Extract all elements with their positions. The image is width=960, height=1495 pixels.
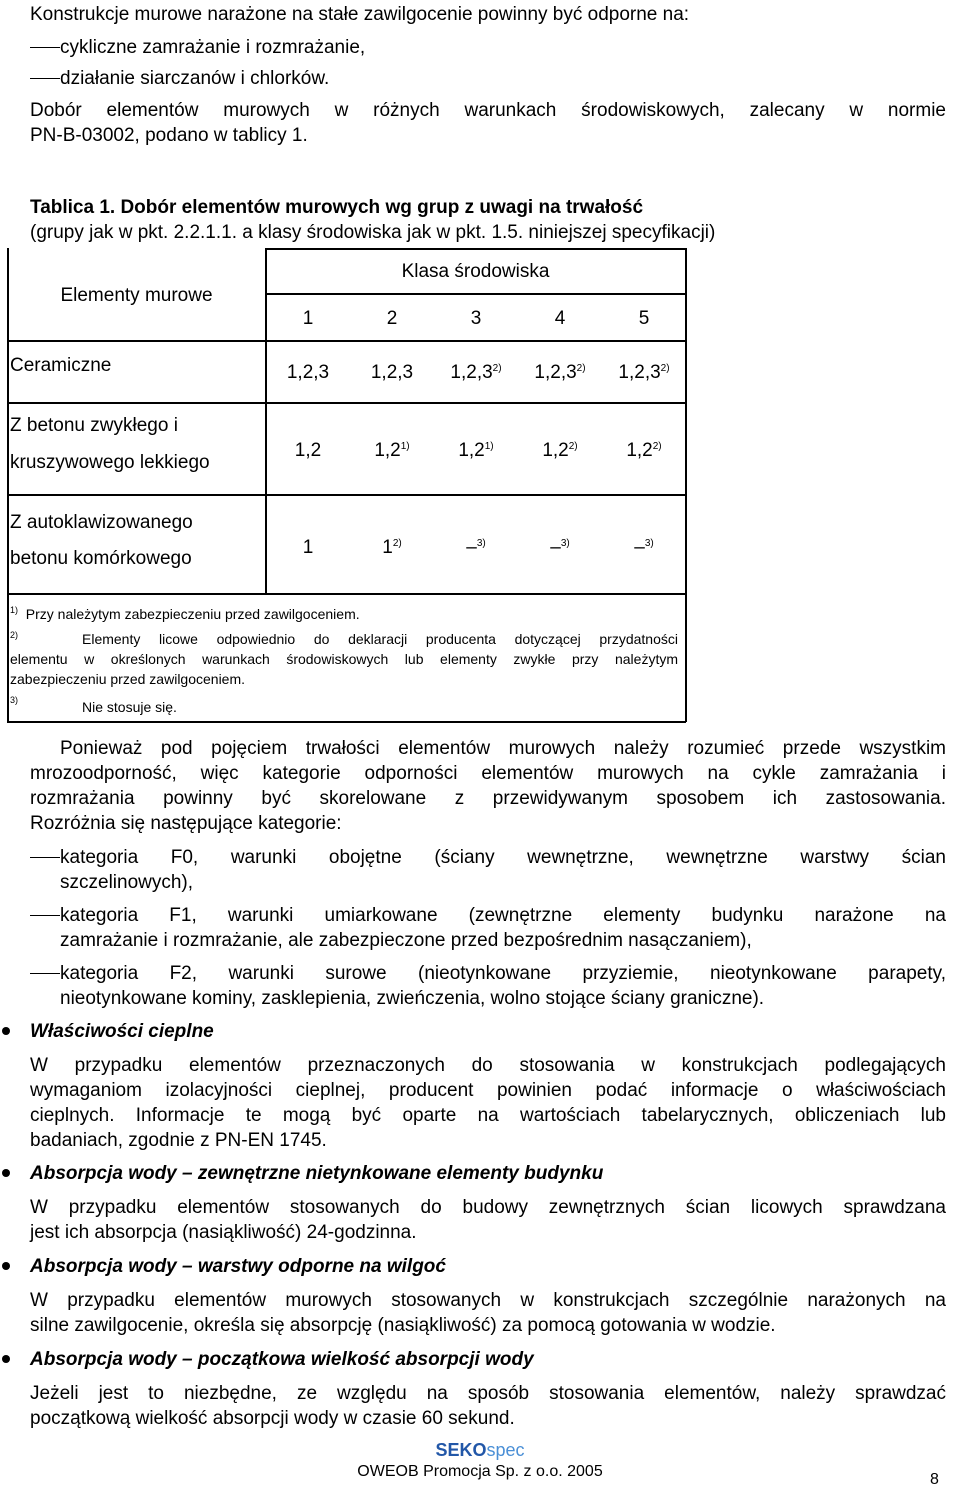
class-number: 5 — [638, 308, 650, 329]
body-text-line: W przypadku elementów stosowanych do budowy zewnętrznych ścian licowych sprawdzana — [30, 1197, 946, 1218]
bullet-icon — [2, 1262, 10, 1270]
bullet-icon — [2, 1169, 10, 1177]
table-cell: 1,2$^{1)}$ — [374, 440, 410, 461]
table-cell: 1,2,3$^{2)}$ — [534, 362, 586, 383]
category-item: kategoria F0, warunki obojętne (ściany wewnętrzne, wewnętrzne warstwy ścian — [60, 847, 946, 868]
body-text-line: rozmrażania powinny być skorelowane z przewidywanym sposobem ich zastosowania. — [30, 788, 946, 809]
body-text-line: jest ich absorpcja (nasiąkliwość) 24-godzinna. — [30, 1222, 417, 1243]
footnote-2-line: zabezpieczeniu przed zawilgoceniem. — [10, 671, 246, 687]
body-text-line: początkową wielkość absorpcji wody w czasie 60 sekund. — [30, 1408, 515, 1429]
table-cell: 1,2$^{1)}$ — [458, 440, 494, 461]
body-text-line: W przypadku elementów murowych stosowanych w konstrukcjach szczególnie narażonych na — [30, 1290, 946, 1311]
table-cell: 1 — [302, 537, 314, 558]
body-text-line: W przypadku elementów przeznaczonych do stosowania w konstrukcjach podlegających — [30, 1055, 946, 1076]
intro-text: Konstrukcje murowe narażone na stałe zawilgocenie powinny być odporne na: — [30, 4, 690, 25]
footnote-2-line: Elementy licowe odpowiednio do deklaracji producenta dotyczącej przydatności — [82, 631, 678, 647]
footnote-2-line: elementu w określonych warunkach środowiskowych lub elementy zwykłe przy należytym — [10, 651, 678, 667]
category-item: zamrażanie i rozmrażanie, ale zabezpieczone przed bezpośrednim nasączaniem), — [60, 930, 752, 951]
footnote-2-mark: 2) — [10, 630, 19, 640]
class-number: 4 — [554, 308, 566, 329]
body-text-line: Jeżeli jest to niezbędne, ze względu na sposób stosowania elementów, należy sprawdzać — [30, 1383, 946, 1404]
table-cell: –$^{3)}$ — [550, 537, 570, 558]
section-heading: Absorpcja wody – warstwy odporne na wilgoć — [30, 1256, 446, 1277]
table-caption-subtitle: (grupy jak w pkt. 2.2.1.1. a klasy środowiska jak w pkt. 1.5. niniejszej specyfikacji) — [30, 222, 716, 243]
body-text-line: badaniach, zgodnie z PN-EN 1745. — [30, 1130, 327, 1151]
table-cell: –$^{3)}$ — [634, 537, 654, 558]
table-cell: 1,2$^{2)}$ — [542, 440, 578, 461]
dash-bullet — [30, 857, 60, 858]
footer-company: OWEOB Promocja Sp. z o.o. 2005 — [357, 1463, 603, 1480]
intro-paragraph-line: PN-B-03002, podano w tablicy 1. — [30, 125, 308, 146]
table-caption-title: Tablica 1. Dobór elementów murowych wg grup z uwagi na trwałość — [30, 197, 644, 218]
class-number: 3 — [470, 308, 482, 329]
body-text-line: Ponieważ pod pojęciem trwałości elementów murowych należy rozumieć przede wszystkim — [60, 738, 946, 759]
bullet-icon — [2, 1027, 10, 1035]
table-cell: 1,2,3 — [370, 362, 414, 383]
intro-list-item: działanie siarczanów i chlorków. — [60, 68, 330, 89]
dash-bullet — [30, 973, 60, 974]
category-item: kategoria F2, warunki surowe (nieotynkowane przyziemie, nieotynkowane parapety, — [60, 963, 946, 984]
dash-bullet — [30, 78, 60, 79]
class-number: 2 — [386, 308, 398, 329]
row-label: Ceramiczne — [10, 355, 112, 376]
body-text-line: Rozróżnia się następujące kategorie: — [30, 813, 342, 834]
class-number: 1 — [302, 308, 314, 329]
footer-logo: SEKOspec — [435, 1440, 525, 1460]
bullet-icon — [2, 1355, 10, 1363]
row-label: Z autoklawizowanego — [10, 512, 193, 533]
page-number: 8 — [930, 1471, 939, 1488]
intro-list-item: cykliczne zamrażanie i rozmrażanie, — [60, 37, 366, 58]
table-cell: 1,2$^{2)}$ — [626, 440, 662, 461]
row-label: kruszywowego lekkiego — [10, 452, 210, 473]
table-cell: 1,2,3$^{2)}$ — [450, 362, 502, 383]
dash-bullet — [30, 47, 60, 48]
table-cell: –$^{3)}$ — [466, 537, 486, 558]
body-text-line: mrozoodporność, więc kategorie odporności elementów murowych na cykle zamrażania i — [30, 763, 946, 784]
section-heading: Właściwości cieplne — [30, 1021, 214, 1042]
body-text-line: silne zawilgocenie, określa się absorpcję (nasiąkliwość) za pomocą gotowania w wodzie. — [30, 1315, 776, 1336]
category-item: nieotynkowane kominy, zasklepienia, zwieńczenia, wolno stojące ściany graniczne). — [60, 988, 765, 1009]
table-header-class: Klasa środowiska — [401, 261, 550, 282]
table-cell: 1,2,3$^{2)}$ — [618, 362, 670, 383]
category-item: kategoria F1, warunki umiarkowane (zewnętrzne elementy budynku narażone na — [60, 905, 946, 926]
category-item: szczelinowych), — [60, 872, 194, 893]
section-heading: Absorpcja wody – zewnętrzne nietynkowane elementy budynku — [30, 1163, 604, 1184]
table-header-elements: Elementy murowe — [60, 285, 213, 306]
body-text-line: wymaganiom izolacyjności cieplnej, producent powinien podać informacje o właściwościach — [30, 1080, 946, 1101]
body-text-line: cieplnych. Informacje te mogą być oparte na wartościach tabelarycznych, obliczeniach lub — [30, 1105, 946, 1126]
table-cell: 1,2 — [294, 440, 322, 461]
footnote-1: $^{1)}$ Przy należytym zabezpieczeniu przed zawilgoceniem. — [10, 605, 360, 622]
section-heading: Absorpcja wody – początkowa wielkość absorpcji wody — [30, 1349, 534, 1370]
footnote-3-mark: 3) — [10, 695, 19, 705]
table-cell: 1$^{2)}$ — [382, 537, 402, 558]
dash-bullet — [30, 915, 60, 916]
intro-paragraph-line: Dobór elementów murowych w różnych warunkach środowiskowych, zalecany w normie — [30, 100, 946, 121]
row-label: betonu komórkowego — [10, 548, 192, 569]
row-label: Z betonu zwykłego i — [10, 415, 178, 436]
table-cell: 1,2,3 — [286, 362, 330, 383]
footnote-3-text: Nie stosuje się. — [82, 699, 177, 715]
